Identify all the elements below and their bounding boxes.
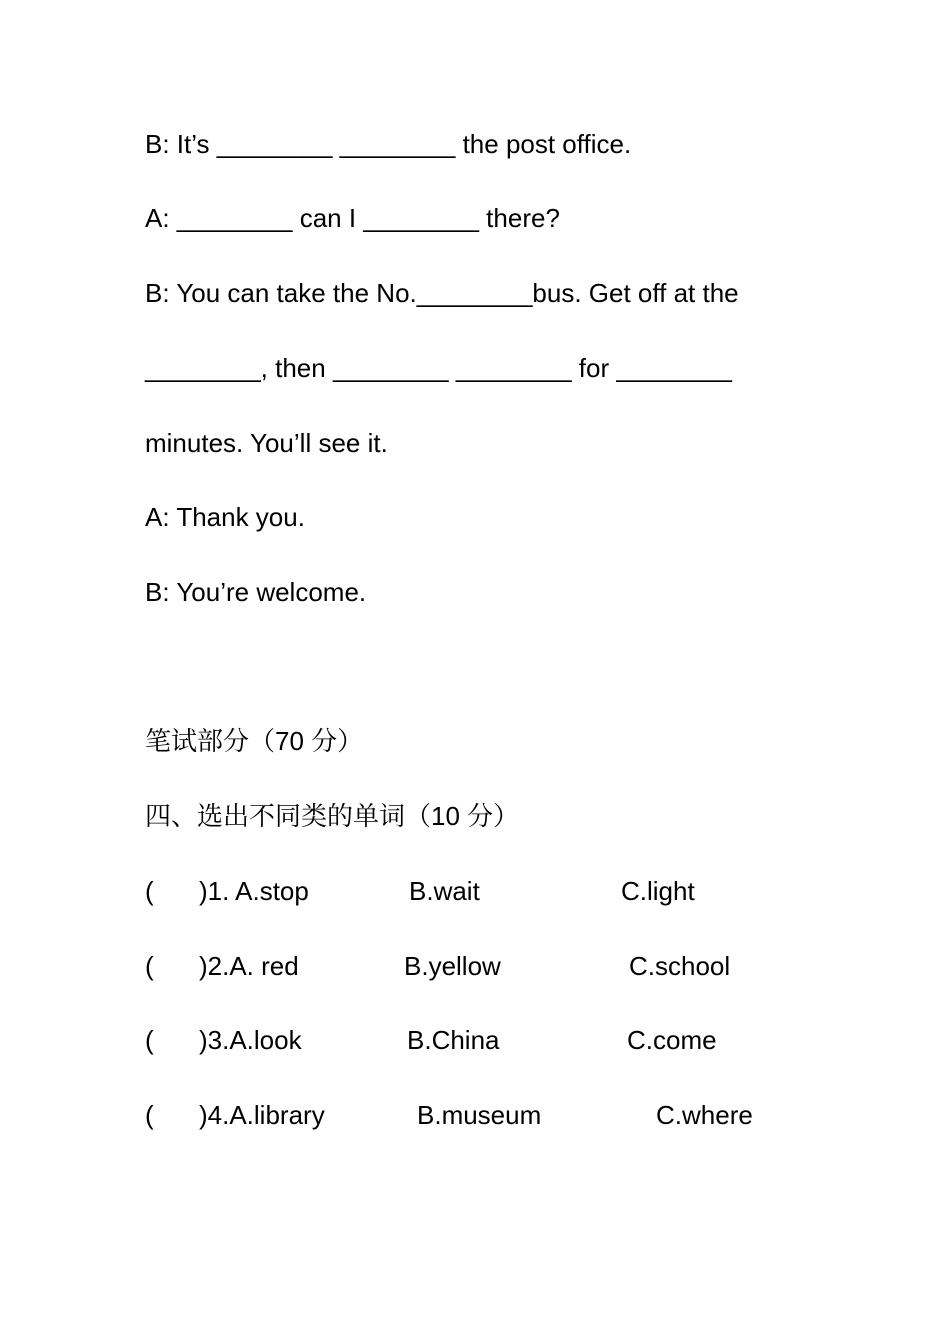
option-a: )2.A. red — [199, 951, 299, 981]
option-c: C.light — [621, 876, 695, 906]
dialogue-line-5: minutes. You’ll see it. — [145, 428, 388, 458]
option-c: C.school — [629, 951, 731, 981]
answer-paren: ( — [145, 951, 154, 981]
dialogue-line-6: A: Thank you. — [145, 502, 305, 532]
dialogue-line-4: ________, then ________ ________ for ________ — [145, 353, 733, 383]
dialogue-line-3: B: You can take the No.________bus. Get off at the — [145, 278, 739, 308]
option-a: )1. A.stop — [199, 876, 309, 906]
option-a: )3.A.look — [199, 1025, 302, 1055]
dialogue-line-7: B: You’re welcome. — [145, 577, 367, 607]
option-b: B.museum — [417, 1100, 542, 1130]
answer-paren: ( — [145, 1025, 154, 1055]
dialogue-line-2: A: ________ can I ________ there? — [145, 203, 560, 233]
option-b: B.China — [407, 1025, 500, 1055]
answer-paren: ( — [145, 876, 154, 906]
option-a: )4.A.library — [199, 1100, 325, 1130]
option-b: B.yellow — [404, 951, 501, 981]
section-heading: 笔试部分（70 分） — [145, 726, 364, 756]
option-c: C.come — [627, 1025, 717, 1055]
dialogue-line-1: B: It’s ________ ________ the post office. — [145, 129, 632, 159]
option-b: B.wait — [409, 876, 480, 906]
answer-paren: ( — [145, 1100, 154, 1130]
part-four-title: 四、选出不同类的单词（10 分） — [145, 801, 520, 831]
option-c: C.where — [656, 1100, 753, 1130]
